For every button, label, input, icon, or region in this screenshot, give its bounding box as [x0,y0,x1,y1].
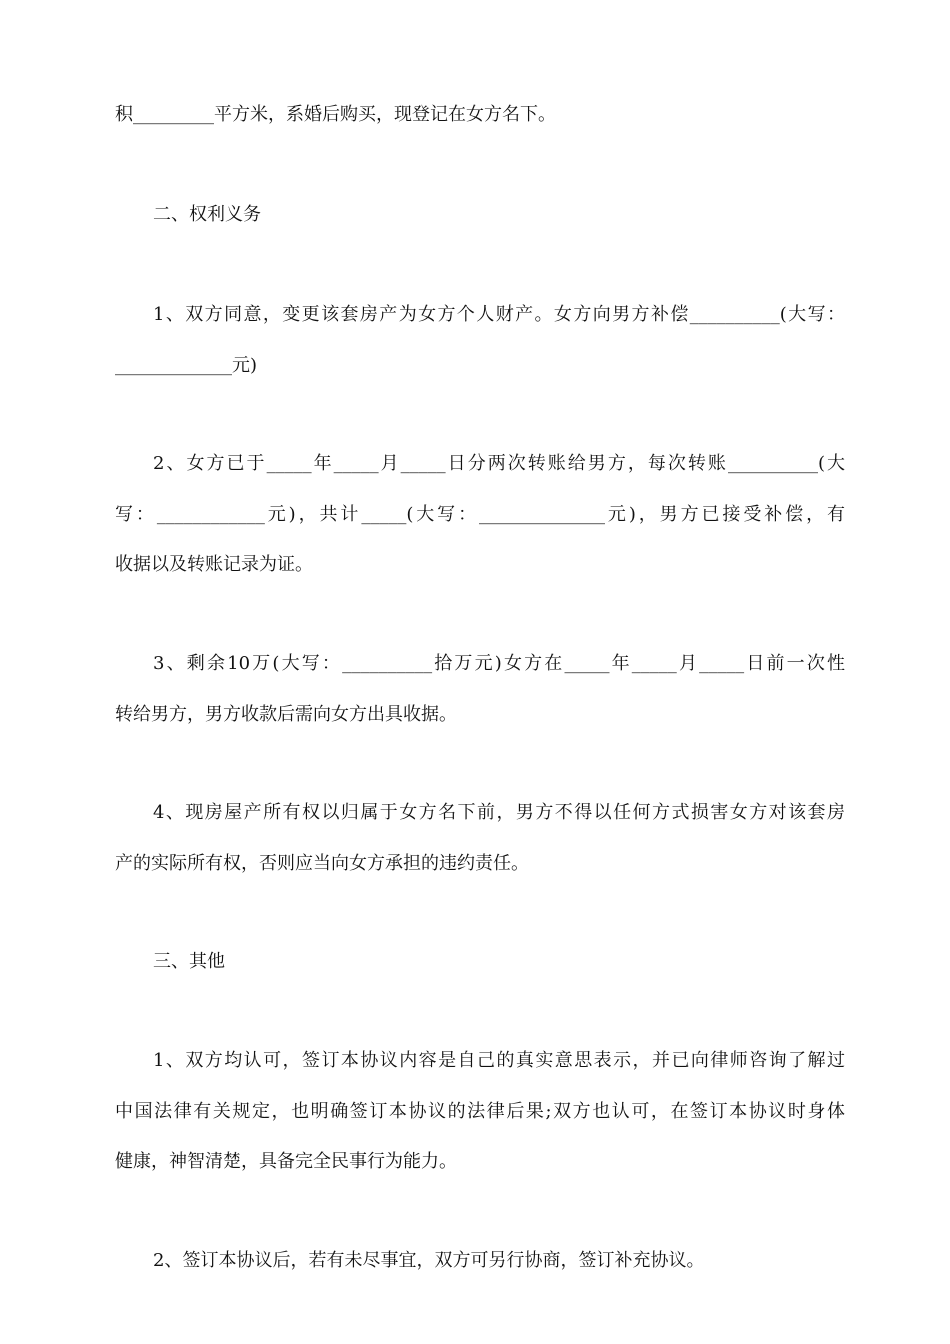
paragraph-area-line: 积_________平方米，系婚后购买，现登记在女方名下。 [115,104,556,125]
clause-3-1-line-2: 中国法律有关规定，也明确签订本协议的法律后果;双方也认可，在签订本协议时身体 [115,1101,845,1122]
clause-2-3-line-2: 转给男方，男方收款后需向女方出具收据。 [115,704,457,725]
clause-2-2-line-3: 收据以及转账记录为证。 [115,554,313,575]
clause-2-4-line-1: 4、现房屋产所有权以归属于女方名下前，男方不得以任何方式损害女方对该套房 [153,802,845,823]
clause-2-2-line-1: 2、女方已于_____年_____月_____日分两次转账给男方，每次转账__________(大 [153,453,845,474]
section-title-other: 三、其他 [153,951,225,972]
clause-3-1-line-1: 1、双方均认可，签订本协议内容是自己的真实意思表示，并已向律师咨询了解过 [153,1050,845,1071]
section-title-rights-obligations: 二、权利义务 [153,204,261,225]
clause-2-4-line-2: 产的实际所有权，否则应当向女方承担的违约责任。 [115,853,529,874]
clause-2-1-line-1: 1、双方同意，变更该套房产为女方个人财产。女方向男方补偿__________(大写： [153,304,845,325]
clause-3-2-line-1: 2、签订本协议后，若有未尽事宜，双方可另行协商，签订补充协议。 [153,1250,705,1271]
clause-2-2-line-2: 写：____________元)，共计_____(大写：______________元)，男方已接受补偿，有 [115,504,845,525]
clause-2-1-line-2: _____________元) [115,355,258,376]
clause-3-1-line-3: 健康，神智清楚，具备完全民事行为能力。 [115,1151,457,1172]
clause-2-3-line-1: 3、剩余10万(大写：__________拾万元)女方在_____年_____月_____日前一次性 [153,653,845,674]
